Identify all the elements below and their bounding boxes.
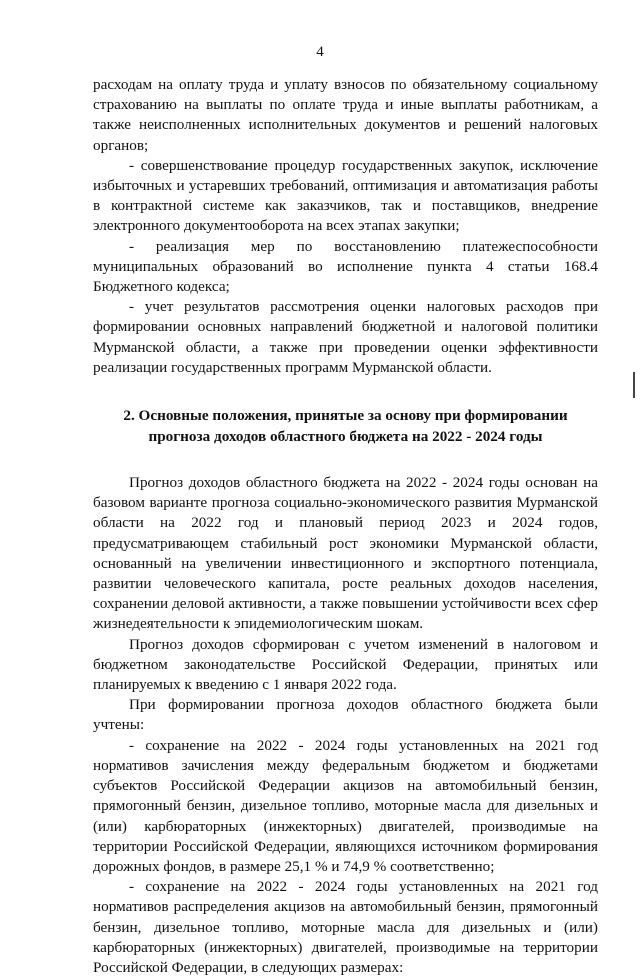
document-body [93,75,598,978]
page-number: 4 [316,44,324,60]
paragraph-forecast-basis: Прогноз доходов областного бюджета на 2022 - 2024 годы основан на базовом варианте прогноза социально-экономического развития Мурманской области на 2022 год и плановый период 2023 и 2024 годов, предусматривающем стабильный рост экономики Мурманской области, основанный на увеличении инвестиционного и экспортного потенциала, развитии человеческого капитала, росте реальных доходов населения, сохранении деловой активности, а также повышении устойчивости всех сфер жизнедеятельности к эпидемиологическим шокам. [93,474,598,633]
list-item-procurement: - совершенствование процедур государственных закупок, исключение избыточных и устаревших требований, оптимизация и автоматизация работы в контрактной системе как заказчиков, так и поставщиков, внедрение электронного документооборота на всех этапах закупки; [93,156,598,235]
list-item-excise-allocation: - сохранение на 2022 - 2024 годы установленных на 2021 год нормативов зачисления между федеральным бюджетом и бюджетами субъектов Российской Федерации акцизов на автомобильный бензин, прямогонный бензин, дизельное топливо, моторные масла для дизельных и (или) карбюраторных (инжекторных) двигателей, производимые на территории Российской Федерации, являющихся источником формирования дорожных фондов, в размере 25,1 % и 74,9 % соответственно; [93,736,598,875]
paragraph-legislation: Прогноз доходов сформирован с учетом изменений в налоговом и бюджетном законодательстве Российской Федерации, принятых или планируемых к введению с 1 января 2022 года. [93,635,598,694]
list-item-excise-distribution: - сохранение на 2022 - 2024 годы установленных на 2021 год нормативов распределения акцизов на автомобильный бензин, прямогонный бензин, дизельное топливо, моторные масла для дизельных и (или) карбюраторных (инжекторных) двигателей, производимые на территории Российской Федерации, в следующих размерах: [93,878,598,976]
paragraph-considered: При формировании прогноза доходов областного бюджета были учтены: [93,696,598,734]
list-item-solvency: - реализация мер по восстановлению платежеспособности муниципальных образований во исполнение пункта 4 статьи 168.4 Бюджетного кодекса; [93,237,598,296]
margin-mark [633,372,635,398]
paragraph-continuation: расходам на оплату труда и уплату взносов по обязательному социальному страхованию на выплаты по оплате труда и иные выплаты работникам, а также неисполненных исполнительных документов и решений налоговых органов; [93,76,598,154]
list-item-tax-expenditures: - учет результатов рассмотрения оценки налоговых расходов при формировании основных направлений бюджетной и налоговой политики Мурманской области, а также при проведении оценки эффективности реализации государственных программ Мурманской области. [93,298,598,376]
section-heading: 2. Основные положения, принятые за основу при формировании прогноза доходов областного бюджета на 2022 - 2024 годы [123,407,568,445]
